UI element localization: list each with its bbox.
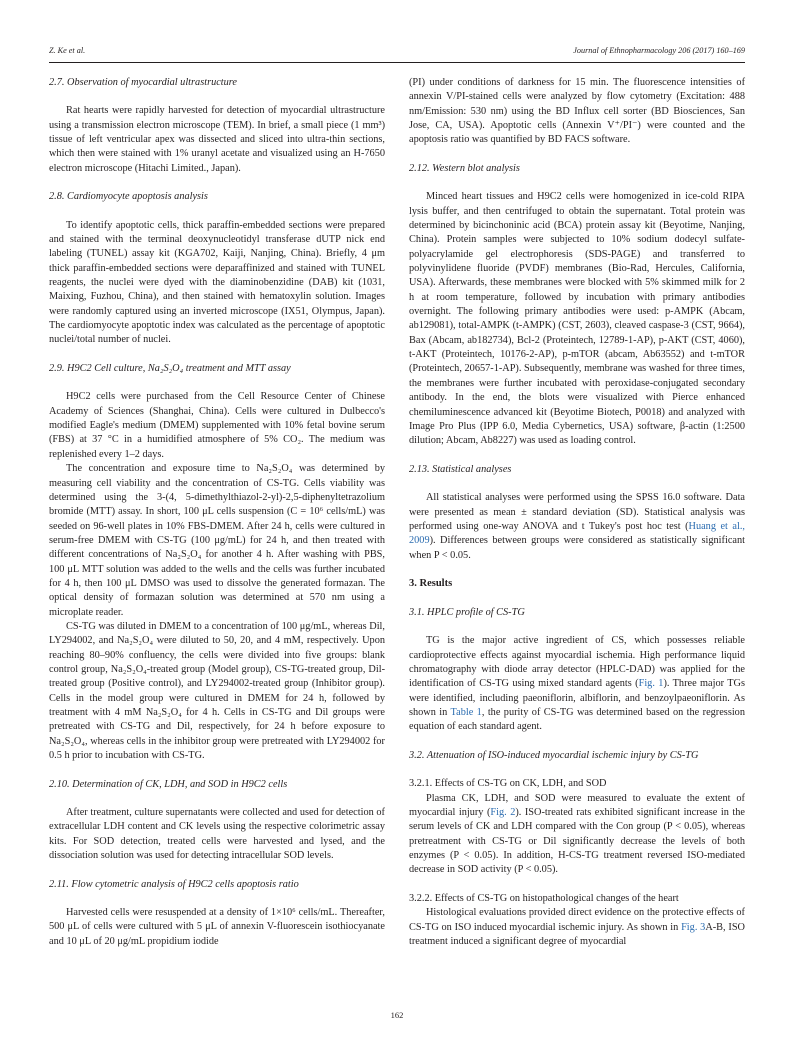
text-run: A-B, ISO treatment induced a significant degree of myocardial	[409, 921, 745, 947]
section-2-7-paragraph: Rat hearts were rapidly harvested for detection of myocardial ultrastructure using a transmission electron microscope (TEM). In brief, a small piece (1 mm³) tissue of left ventricular apex was dissected and sliced into ultra-thin sections, which then were stained with 1% uranyl acetate and visualized using an H-7650 electron microscope (Hitachi Limited., Japan).	[49, 105, 385, 174]
section-2-11-paragraph: Harvested cells were resuspended at a density of 1×10⁶ cells/mL. Thereafter, 500 μL of cells were cultured with 5 μL of annexin V-fluorescein isothiocyanate and 10 μL of 20 μg/mL propidium iodide	[49, 907, 385, 947]
citation-link-huang-2009[interactable]: Huang et al., 2009	[409, 520, 745, 547]
figure-3-link[interactable]: Fig. 3	[681, 921, 706, 933]
section-2-12-title: 2.12. Western blot analysis	[409, 163, 520, 175]
section-2-11-title: 2.11. Flow cytometric analysis of H9C2 cells apoptosis ratio	[49, 878, 299, 890]
section-2-13-paragraph	[409, 491, 745, 563]
section-3-2-2-title: 3.2.2. Effects of CS-TG on histopathological changes of the heart	[409, 892, 679, 904]
section-2-9-paragraph-1: H9C2 cells were purchased from the Cell Resource Center of Chinese Academy of Sciences (Shanghai, China). Cells were cultured in Dulbecco's modified Eagle's medium (DMEM) supplemented with 10% fetal bovine serum (FBS) at 37 °C in a humidified atmosphere of 5% CO₂. The medium was replenished every 1–2 days.	[49, 391, 385, 460]
section-3-1-title: 3.1. HPLC profile of CS-TG	[409, 606, 525, 618]
section-2-12-paragraph: Minced heart tissues and H9C2 cells were homogenized in ice-cold RIPA lysis buffer, and then centrifuged to obtain the supernatant. Total protein was determined by bicinchoninic acid (BCA) protein assay kit (Beyotime, Nanjing, China). Protein samples were subjected to 10% sodium dodecyl sulfate-polyacrylamide gel electrophoresis (SDS-PAGE) and transferred to polyvinylidene fluoride (PVDF) membranes (Bio-Rad, Hercules, California, USA). Afterwards, these membranes were blocked with 5% skimmed milk for 2 h at room temperature, followed by incubation with primary antibodies overnight. The following primary antibodies were used: p-AMPK (Abcam, ab129081), total-AMPK (t-AMPK) (CST, 2603), cleaved caspase-3 (CST, 9664), Bax (Abcam, ab182734), Bcl-2 (Proteintech, 12789-1-AP), p-AKT (CST, 4060), t-AKT (Proteintech, 10176-2-AP), p-mTOR (abcam, Ab63552) and t-mTOR (Proteintech, 20657-1-AP). Subsequently, membrane was washed for three times, the membranes were further incubated with peroxidase-conjugated secondary antibody. In the end, the blots were visualized with Pierce enhanced chemiluminescence advanced kit (Beyotime Biotech, P0018) and analyzed with Image Pro Plus (IPP 6.0, Media Cybernetics, USA) software, β-actin (1:2500 dilution; Abcam, Ab8227) was used as loading control.	[409, 191, 745, 447]
section-3-2-2-paragraph	[409, 906, 745, 949]
header-rule	[49, 62, 745, 63]
section-2-8-paragraph: To identify apoptotic cells, thick paraffin-embedded sections were prepared and stained with the terminal deoxynucleotidyl transferase dUTP nick end labeling (TUNEL) assay kit (KGA702, Kaiji, Nanjing, China). Briefly, 4 μm thick paraffin-embedded sections were deparaffinized and stained with TUNEL reagents, the nuclei were dyed with the diaminobenzidine (DAB) kit (1031, Maixing, Fuzhou, China), and then stained with hematoxylin solution. Images were randomly captured using an inverted microscope (IX51, Olympus, Japan). The cardiomyocyte apoptotic index was calculated as the percentage of apoptotic nuclei/total number of nuclei.	[49, 219, 385, 346]
section-3-2-1-paragraph	[409, 792, 745, 878]
section-2-9-paragraph-2: The concentration and exposure time to Na₂S₂O₄ was determined by measuring cell viability and the concentration of CS-TG. Cells viability was determined using the 3-(4, 5-dimethylthiazol-2-yl)-2,5-diphenyltetrazolium bromide (MTT) assay. In short, 100 μL cells suspension (C = 10⁶ cells/mL) was seeded on 96-well plates in 10% FBS-DMEM. After 24 h, cells were cultured in serum-free DMEM with CS-TG (100 μg/mL) for 24 h, and then treated with different concentrations of Na₂S₂O₄ for another 4 h. After washing with PBS, 100 μL MTT solution was added to the wells and the cells was further incubated for 4 h, then 100 μL DMSO was used to dissolve the generated formazan. The optical density of formazan solution was determined at 570 nm using a microplate reader.	[49, 463, 385, 618]
section-2-9-title: 2.9. H9C2 Cell culture, Na₂S₂O₄ treatment and MTT assay	[49, 363, 291, 375]
section-2-9-paragraph-3: CS-TG was diluted in DMEM to a concentration of 100 μg/mL, whereas Dil, LY294002, and Na₂S₂O₄ were diluted to 50, 20, and 4 mM, respectively. Upon reaching 80–90% confluency, the cells were divided into five groups: blank control group, Na₂S₂O₄-treated group (Model group), CS-TG-treated group, Dil-treated group (Positive control), and LY294002-treated group (Inhibitor group). Cells in the model group were cultured in DMEM for 24 h, followed by treatment with 4 mM Na₂S₂O₄ for 4 h. Cells in CS-TG and Dil groups were pretreated with CS-TG and Dil, respectively, for 24 h before exposure to Na₂S₂O₄, whereas cells in the inhibitor group were pretreated with LY294002 for 0.5 h prior to incubation with CS-TG.	[49, 620, 385, 762]
text-run: TG is the major active ingredient of CS, which possesses reliable cardioprotective effects against myocardial ischemia. High performance liquid chromatography with diode array detector (HPLC-DAD) was applied for the identification of CS-TG using mixed standard agents (	[409, 635, 745, 690]
section-2-7-title: 2.7. Observation of myocardial ultrastructure	[49, 77, 237, 88]
text-run: ). ISO-treated rats exhibited significant increase in the serum levels of CK and LDH compared with the Con group (P < 0.05), whereas pretreatment with CS-TG or Dil significantly decrease the levels of both enzymes (P < 0.05). In addition, H-CS-TG treatment reversed ISO-mediated decrease in SOD activity (P < 0.05).	[409, 806, 745, 876]
table-1-link[interactable]: Table 1	[450, 706, 482, 718]
section-3-title: 3. Results	[409, 578, 453, 590]
page-number: 162	[390, 1010, 404, 1020]
section-2-10-title: 2.10. Determination of CK, LDH, and SOD in H9C2 cells	[49, 778, 288, 790]
section-3-2-title: 3.2. Attenuation of ISO-induced myocardial ischemic injury by CS-TG	[409, 749, 699, 761]
figure-1-link[interactable]: Fig. 1	[638, 678, 664, 690]
header-journal: Journal of Ethnopharmacology 206 (2017) 160–169	[573, 46, 745, 55]
text-run: Plasma CK, LDH, and SOD were measured to evaluate the extent of myocardial injury (	[409, 792, 745, 818]
figure-2-link[interactable]: Fig. 2	[490, 806, 516, 818]
section-2-10-paragraph: After treatment, culture supernatants were collected and used for detection of extracellular LDH content and CK levels using the respective colorimetric assay kits. For SOD detection, treated cells were harvested and lysed, and the dissociation solution was used for detecting intracellular SOD levels.	[49, 807, 385, 862]
left-column	[49, 76, 385, 949]
text-run: , the purity of CS-TG was determined based on the regression equation of each standard agent.	[409, 706, 745, 733]
section-3-2-1-title: 3.2.1. Effects of CS-TG on CK, LDH, and SOD	[409, 778, 607, 790]
text-run: All statistical analyses were performed using the SPSS 16.0 software. Data were presented as mean ± standard deviation (SD). Statistical analysis was performed using one-way ANOVA and t Tukey's post hoc test (	[409, 492, 745, 532]
section-2-8-title: 2.8. Cardiomyocyte apoptosis analysis	[49, 191, 208, 203]
text-run: Histological evaluations provided direct evidence on the protective effects of CS-TG on ISO induced myocardial ischemic injury. As shown in	[409, 907, 745, 933]
section-3-1-paragraph	[409, 634, 745, 734]
running-header	[49, 46, 745, 60]
text-run: ). Three major TGs were identified, including paeoniflorin, albiflorin, and benzoylpaeoniflorin. As shown in	[409, 678, 745, 718]
header-authors: Z. Ke et al.	[49, 46, 86, 55]
section-2-13-title: 2.13. Statistical analyses	[409, 463, 512, 475]
section-2-11-continued: (PI) under conditions of darkness for 15 min. The fluorescence intensities of annexin V/PI-stained cells were analyzed by flow cytometry (Excitation: 488 nm/Emission: 530 nm) using the BD Influx cell sorter (BD Biosciences, San Jose, CA, USA). Apoptotic cells (Annexin V⁺/PI⁻) were counted and the apoptosis ratio was quantified by BD FACS software.	[409, 77, 745, 146]
text-run: ). Differences between groups were considered as statistically significant when P < 0.05.	[409, 535, 745, 561]
right-column	[409, 76, 745, 949]
